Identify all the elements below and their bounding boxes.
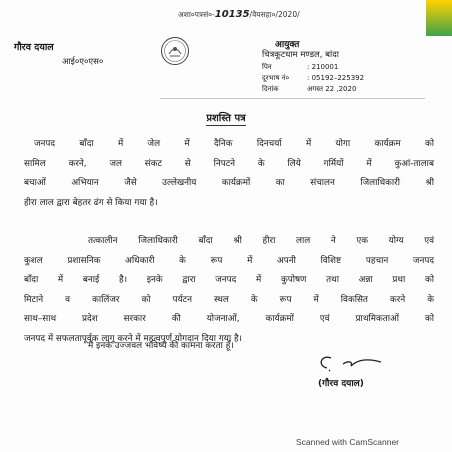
sender-designation: आई०ए०एस० [62,57,104,67]
paragraph-line: हीरा लाल द्वारा बेहतर ढंग से किया गया है। [24,197,158,208]
paragraph-line: कुशल प्रशासनिक अधिकारी के रूप में अपनी विशिष्ट पहचान जनपद [24,255,434,266]
reference-prefix: अशा०पत्रसं०- [178,10,215,19]
date-label: दिनांक [262,85,279,93]
pin-row [262,63,339,72]
scanner-corner-mark [426,0,452,36]
pin-label: पिन [262,63,272,71]
pin-value: : 210001 [307,63,339,71]
reference-suffix: /वैयसहा०/2020/ [249,10,300,19]
date-value: अगस्त 22 ,2020 [307,85,357,93]
sender-name: गौरव दयाल [14,42,54,53]
phone-value: : 05192–225392 [307,74,365,82]
paragraph-line: मिटाने व कालिंजर को पर्यटन स्थल के रूप में विकसित करने के [24,294,434,305]
paragraph-line: जनपद में सफलतापूर्वक लागू करने में महत्वपूर्ण योगदान दिया गया है। [24,333,242,344]
paragraph-line: तत्कालीन जिलाधिकारी बाँदा श्री हीरा लाल ने एक योग्य एवं [88,236,434,246]
heading-text: प्रशस्ति पत्र [206,113,246,124]
header-divider [160,98,425,99]
phone-label: दूरभाष नं० [262,74,290,82]
reference-handwritten-number: 10135 [214,9,250,20]
office-name: चित्रकूटधाम मण्डल, बांदा [262,50,339,60]
date-row [262,85,357,94]
paragraph-line: साथ–साथ प्रदेश सरकार की योजनाओं, कार्यक्रमों एवं प्राथमिकताओं को [24,314,434,324]
scanner-watermark: Scanned with CamScanner [296,437,400,447]
signer-name: (गौरव दयाल) [318,379,364,389]
paragraph-line: जनपद बाँदा में जेल में दैनिक दिनचर्या में योगा कार्यक्रम को [34,139,434,149]
paragraph-1 [24,135,434,213]
reference-number [178,9,300,20]
paragraph-2 [24,232,434,349]
phone-row [262,74,365,83]
state-emblem-icon [160,36,190,66]
paragraph-line: सामिल करने, जल संकट से निपटने के लिये गर्मियों में कुआं-तालाब [24,158,434,169]
closing-wish: मैं इनके उज्जवल भविष्य की कामना करता हूँ। [88,341,234,351]
certificate-heading [0,110,452,124]
handwritten-signature-icon [315,352,395,374]
paragraph-line: बाँदा में बनाई है। इनके द्वारा जनपद में कुपोषण तथा अन्ना प्रथा को [24,275,434,285]
paragraph-line: बचाओं अभियान जैसे उल्लेखनीय कार्यक्रमों का संचालन जिलाधिकारी श्री [24,178,434,188]
office-title: आयुक्त [275,40,300,50]
